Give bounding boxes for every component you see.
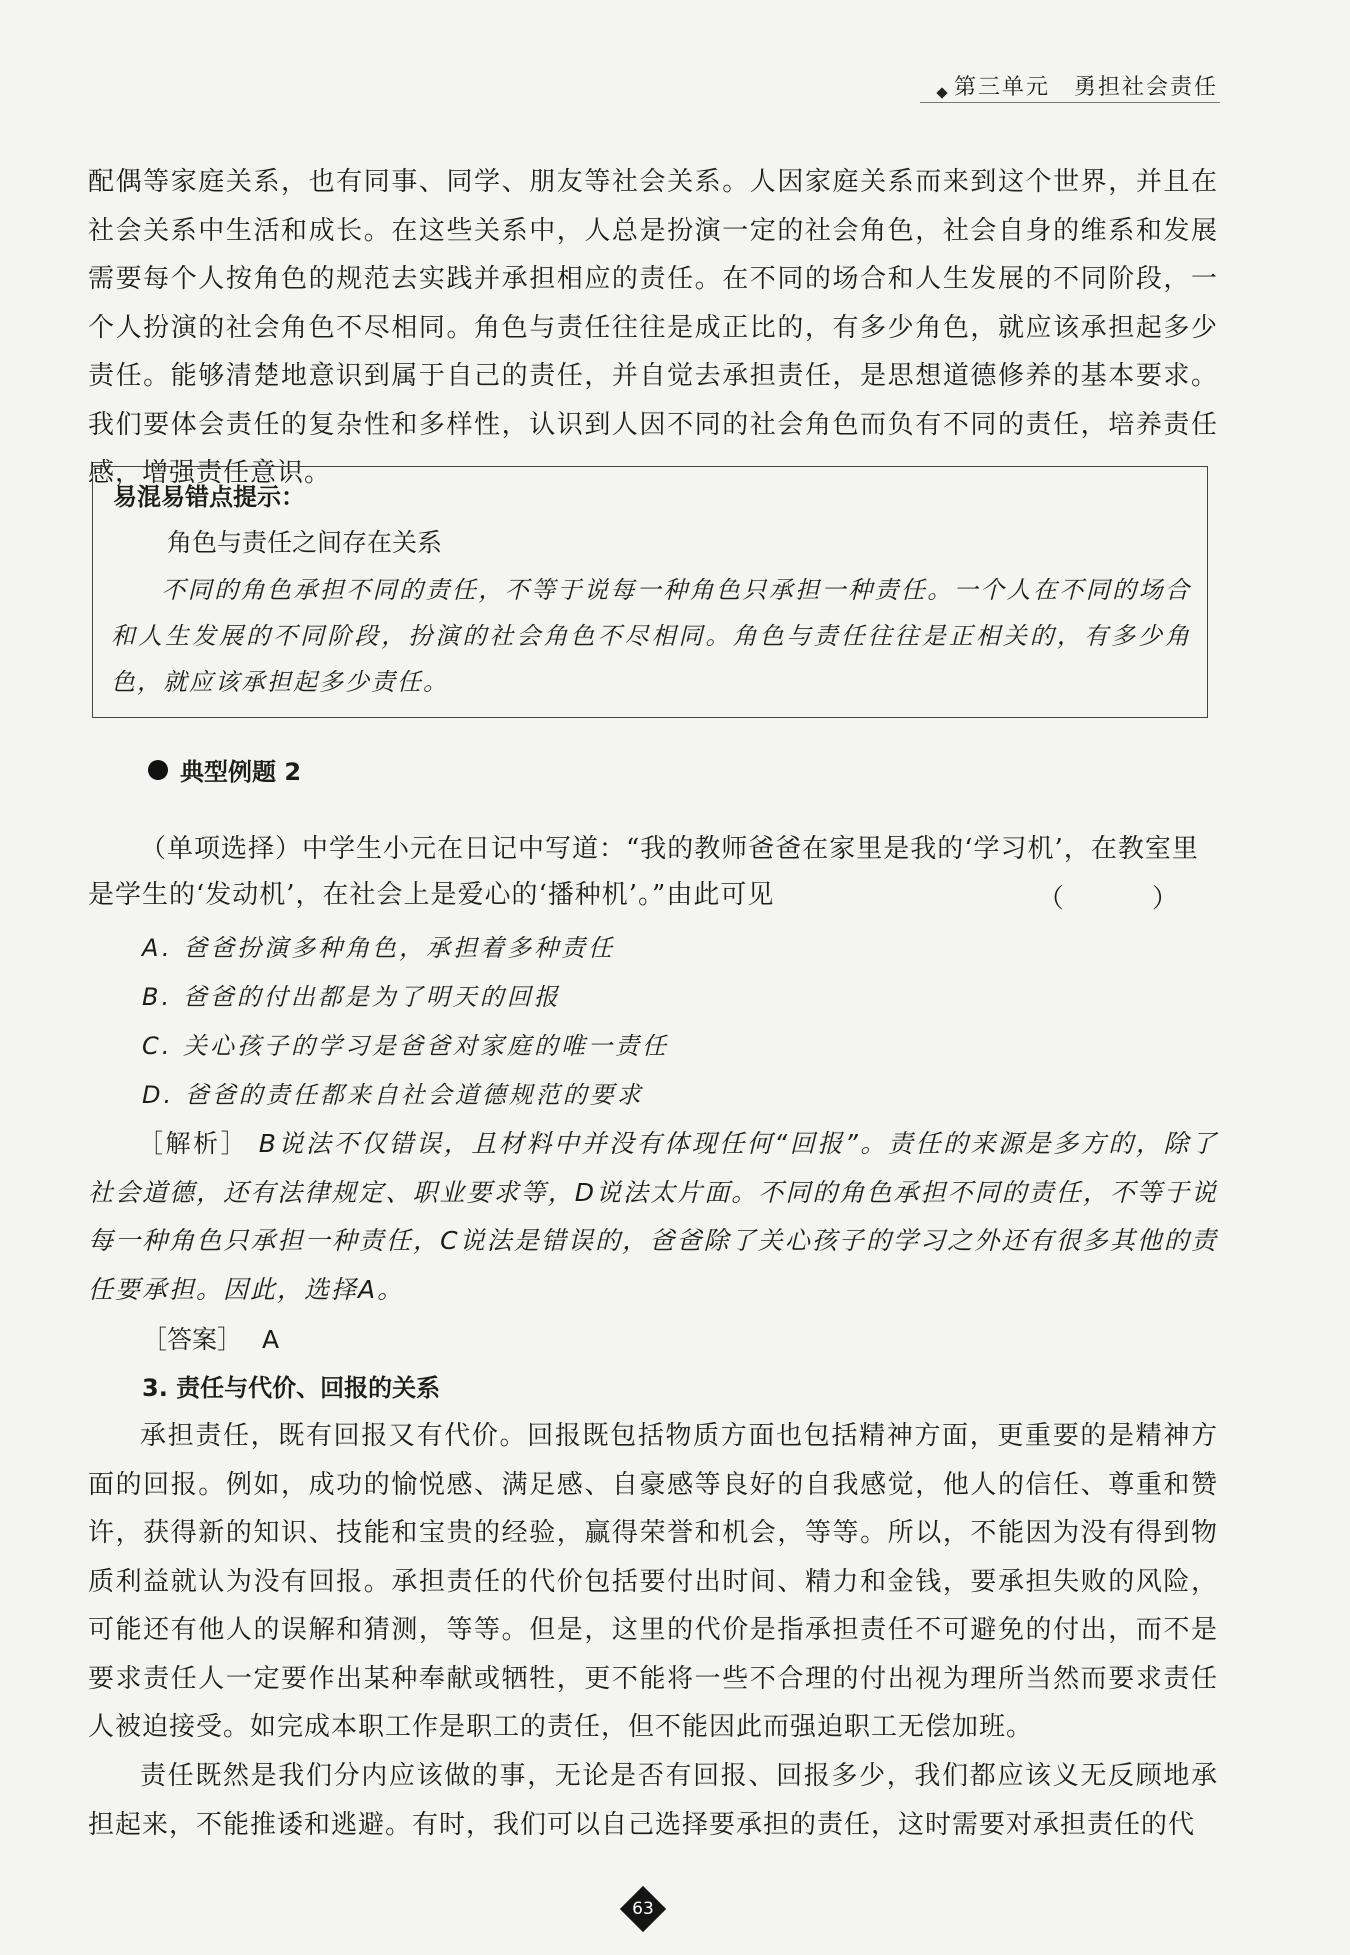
page-number-text: 63: [632, 1899, 654, 1919]
example-heading: [148, 752, 301, 787]
filled-circle-icon: [148, 760, 168, 780]
header-rule: [920, 102, 1220, 103]
diamond-bullet-icon: [936, 87, 947, 98]
options-list: [142, 924, 669, 1120]
section-paragraph-2: 责任既然是我们分内应该做的事，无论是否有回报、回报多少，我们都应该义无反顾地承担起来，不能推诿和逃避。有时，我们可以自己选择要承担的责任，这时需要对承担责任的代: [88, 1761, 1218, 1840]
option-b: B. 爸爸的付出都是为了明天的回报: [142, 983, 561, 1011]
answer-tag: ［答案］: [142, 1325, 243, 1354]
option-c: C. 关心孩子的学习是爸爸对家庭的唯一责任: [142, 1032, 670, 1060]
running-head-text: 第三单元 勇担社会责任: [953, 75, 1218, 100]
option-d: D. 爸爸的责任都来自社会道德规范的要求: [142, 1081, 644, 1109]
answer-value: A: [262, 1325, 280, 1354]
running-head: [938, 70, 1218, 101]
tip-box: [92, 466, 1208, 718]
tip-body: 不同的角色承担不同的责任，不等于说每一种角色只承担一种责任。一个人在不同的场合和人生发展的不同阶段，扮演的社会角色不尽相同。角色与责任往往是正相关的，有多少角色，就应该承担起多少责任。: [111, 576, 1191, 696]
option-a: A. 爸爸扮演多种角色，承担着多种责任: [142, 934, 616, 962]
question-text: （单项选择）中学生小元在日记中写道：“我的教师爸爸在家里是我的‘学习机’，在教室里是学生的‘发动机’，在社会上是爱心的‘播种机’。”由此可见: [88, 834, 1199, 910]
example-heading-text: 典型例题 2: [180, 758, 302, 786]
analysis-paragraph: [88, 1120, 1218, 1314]
section-paragraph-1: 承担责任，既有回报又有代价。回报既包括物质方面也包括精神方面，更重要的是精神方面的回报。例如，成功的愉悦感、满足感、自豪感等良好的自我感觉，他人的信任、尊重和赞许，获得新的知识、技能和宝贵的经验，赢得荣誉和机会，等等。所以，不能因为没有得到物质利益就认为没有回报。承担责任的代价包括要付出时间、精力和金钱，要承担失败的风险，可能还有他人的误解和猜测，等等。但是，这里的代价是指承担责任不可避免的付出，而不是要求责任人一定要作出某种奉献或牺牲，更不能将一些不合理的付出视为理所当然而要求责任人被迫接受。如完成本职工作是职工的责任，但不能因此而强迫职工无偿加班。: [88, 1421, 1218, 1742]
analysis-tag: ［解析］: [138, 1129, 249, 1158]
tip-title: 易混易错点提示：: [113, 483, 305, 511]
tip-subtitle: 角色与责任之间存在关系: [167, 528, 443, 557]
intro-paragraph: 配偶等家庭关系，也有同事、同学、朋友等社会关系。人因家庭关系而来到这个世界，并且在社会关系中生活和成长。在这些关系中，人总是扮演一定的社会角色，社会自身的维系和发展需要每个人按角色的规范去实践并承担相应的责任。在不同的场合和人生发展的不同阶段，一个人扮演的社会角色不尽相同。角色与责任往往是成正比的，有多少角色，就应该承担起多少责任。能够清楚地意识到属于自己的责任，并自觉去承担责任，是思想道德修养的基本要求。我们要体会责任的复杂性和多样性，认识到人因不同的社会角色而负有不同的责任，培养责任感，增强责任意识。: [88, 167, 1218, 488]
answer-blank: （ ）: [1037, 884, 1218, 914]
section-heading: 3. 责任与代价、回报的关系: [142, 1374, 441, 1402]
answer-line: [142, 1316, 279, 1364]
page-number: [622, 1888, 664, 1930]
analysis-text: B说法不仅错误，且材料中并没有体现任何“回报”。责任的来源是多方的，除了社会道德，还有法律规定、职业要求等，D说法太片面。不同的角色承担不同的责任，不等于说每一种角色只承担一种责任，C说法是错误的，爸爸除了关心孩子的学习之外还有很多其他的责任要承担。因此，选择A。: [88, 1129, 1218, 1304]
